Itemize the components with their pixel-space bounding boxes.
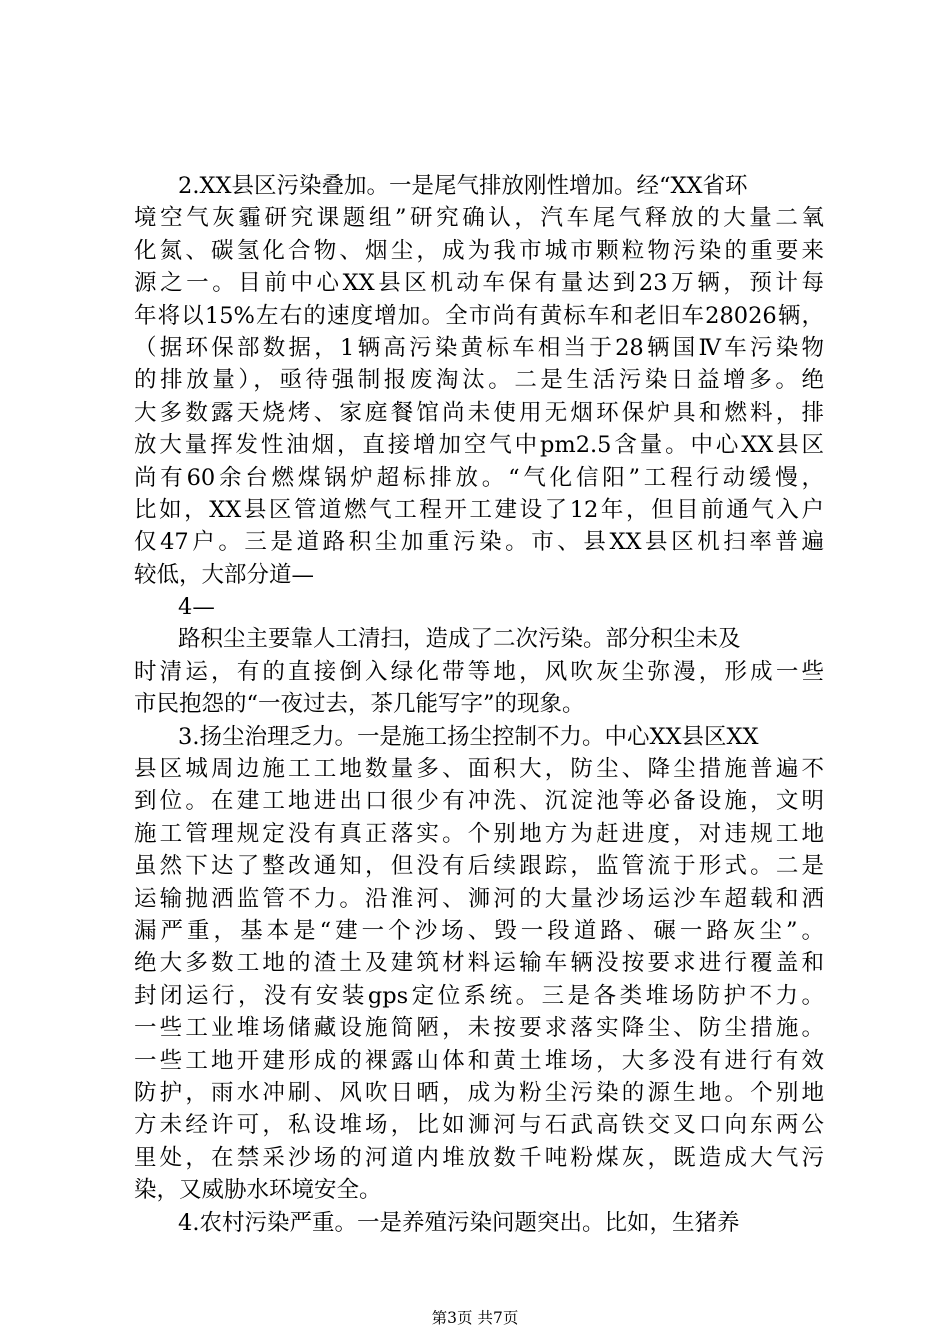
text-line: 3.扬尘治理乏力。一是施工扬尘控制不力。中心XX县区XX — [178, 723, 759, 750]
text-line: 源之一。目前中心XX县区机动车保有量达到23万辆，预计每 — [134, 270, 824, 297]
text-line: 漏严重，基本是“建一个沙场、毁一段道路、碾一路灰尘”。 — [134, 917, 824, 944]
text-line: 尚有60余台燃煤锅炉超标排放。“气化信阳”工程行动缓慢， — [134, 464, 824, 491]
text-line: 里处，在禁采沙场的河道内堆放数千吨粉煤灰，既造成大气污 — [134, 1144, 824, 1171]
text-line: 年将以15%左右的速度增加。全市尚有黄标车和老旧车28026辆， — [134, 302, 824, 329]
text-line: 一些工业堆场储藏设施简陋，未按要求落实降尘、防尘措施。 — [134, 1015, 824, 1042]
text-line: 虽然下达了整改通知，但没有后续跟踪，监管流于形式。二是 — [134, 853, 824, 880]
text-line: 化氮、碳氢化合物、烟尘，成为我市城市颗粒物污染的重要来 — [134, 237, 824, 264]
text-line: 比如，XX县区管道燃气工程开工建设了12年，但目前通气入户 — [134, 496, 824, 523]
text-line: 市民抱怨的“一夜过去，茶几能写字”的现象。 — [134, 691, 585, 718]
text-line: 施工管理规定没有真正落实。个别地方为赶进度，对违规工地 — [134, 820, 824, 847]
text-line: 封闭运行，没有安装gps定位系统。三是各类堆场防护不力。 — [134, 982, 824, 1009]
text-line: 放大量挥发性油烟，直接增加空气中pm2.5含量。中心XX县区 — [134, 432, 824, 459]
text-line: 染，又威胁水环境安全。 — [134, 1177, 382, 1204]
page-footer: 第3页 共7页 — [431, 1309, 519, 1327]
text-line: 较低，大部分道— — [134, 561, 315, 588]
text-line: 仅47户。三是道路积尘加重污染。市、县XX县区机扫率普遍 — [134, 529, 824, 556]
text-line: 境空气灰霾研究课题组”研究确认，汽车尾气释放的大量二氧 — [134, 205, 824, 232]
document-body — [134, 170, 824, 1239]
text-line: 4.农村污染严重。一是养殖污染问题突出。比如，生猪养 — [178, 1209, 740, 1236]
text-line: 方未经许可，私设堆场，比如浉河与石武高铁交叉口向东两公 — [134, 1112, 824, 1139]
page-marker: 4— — [178, 594, 215, 621]
text-line: 绝大多数工地的渣土及建筑材料运输车辆没按要求进行覆盖和 — [134, 950, 824, 977]
text-line: 县区城周边施工工地数量多、面积大，防尘、降尘措施普遍不 — [134, 756, 824, 783]
text-line: 2.XX县区污染叠加。一是尾气排放刚性增加。经“XX省环 — [178, 173, 748, 199]
text-line: 路积尘主要靠人工清扫，造成了二次污染。部分积尘未及 — [178, 626, 741, 653]
text-line: 大多数露天烧烤、家庭餐馆尚未使用无烟环保炉具和燃料，排 — [134, 399, 824, 426]
text-line: 一些工地开建形成的裸露山体和黄土堆场，大多没有进行有效 — [134, 1047, 824, 1074]
text-line: 防护，雨水冲刷、风吹日晒，成为粉尘污染的源生地。个别地 — [134, 1079, 824, 1106]
text-line: （据环保部数据，1辆高污染黄标车相当于28辆国Ⅳ车污染物 — [134, 334, 824, 361]
text-line: 的排放量），亟待强制报废淘汰。二是生活污染日益增多。绝 — [134, 367, 824, 394]
text-line: 运输抛洒监管不力。沿淮河、浉河的大量沙场运沙车超载和洒 — [134, 885, 824, 912]
text-line: 到位。在建工地进出口很少有冲洗、沉淀池等必备设施，文明 — [134, 788, 824, 815]
text-line: 时清运，有的直接倒入绿化带等地，风吹灰尘弥漫，形成一些 — [134, 658, 824, 685]
